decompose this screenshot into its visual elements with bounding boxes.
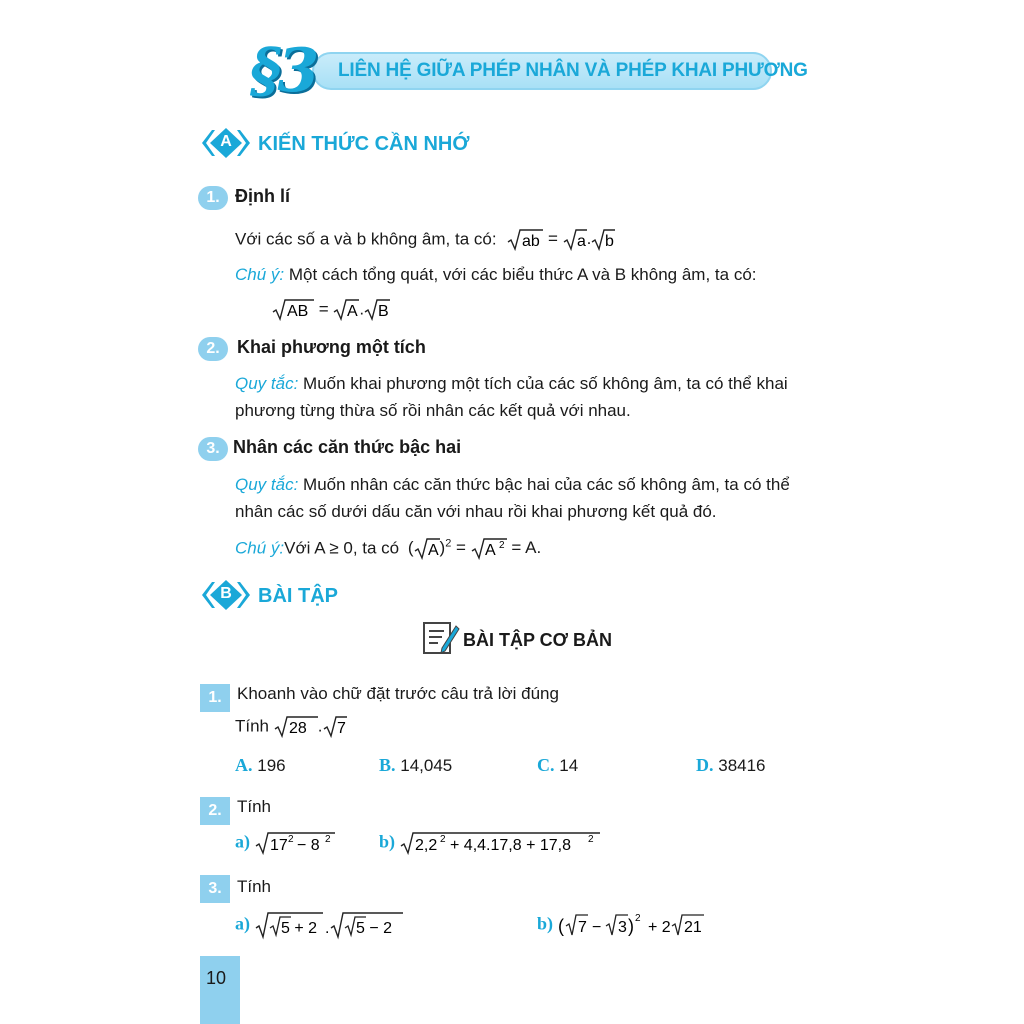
note-formula: AB = A . B xyxy=(272,298,390,322)
edit-note-icon xyxy=(422,620,460,656)
part-b-title: BÀI TẬP xyxy=(258,585,338,607)
svg-text:+ 4,4.17,8 + 17,8: + 4,4.17,8 + 17,8 xyxy=(449,837,571,854)
section-mark: §3 xyxy=(250,36,316,106)
rule-2-note-label: Chú ý: xyxy=(235,538,285,558)
svg-text:2: 2 xyxy=(634,913,641,924)
svg-text:2: 2 xyxy=(324,834,331,845)
theorem-line xyxy=(235,228,615,252)
svg-text:A: A xyxy=(484,542,496,559)
svg-text:A: A xyxy=(427,542,439,559)
ex-1-calc-label: Tính xyxy=(235,716,270,736)
svg-text:17: 17 xyxy=(269,837,288,854)
svg-text:A: A xyxy=(347,303,359,320)
svg-text:2: 2 xyxy=(587,834,594,845)
part-a-title: KIẾN THỨC CẦN NHỚ xyxy=(258,133,470,155)
svg-text:5 + 2: 5 + 2 xyxy=(280,920,317,937)
svg-text:21: 21 xyxy=(683,919,702,936)
item-1-heading: Định lí xyxy=(235,186,290,206)
rule-1-line-2: phương từng thừa số rồi nhân các kết quả với nhau. xyxy=(235,401,631,420)
svg-text:a: a xyxy=(576,233,586,250)
theorem-formula: ab = a . b xyxy=(507,229,615,248)
svg-text:ab: ab xyxy=(522,233,541,250)
option-b-value: 14,045 xyxy=(400,756,453,775)
page-number: 10 xyxy=(206,968,227,988)
note-text: Một cách tổng quát, với các biểu thức A và B không âm, ta có: xyxy=(288,265,757,284)
ex-3-b xyxy=(537,910,738,940)
ex-3-badge: 3. xyxy=(200,875,230,903)
theorem-note xyxy=(235,265,757,285)
item-3-heading: Nhân các căn thức bậc hai xyxy=(233,437,462,457)
svg-text:2: 2 xyxy=(287,834,294,845)
rule-2-line-2: nhân các số dưới dấu căn với nhau rồi khai phương kết quả đó. xyxy=(235,502,717,521)
section-title: LIÊN HỆ GIỮA PHÉP NHÂN VÀ PHÉP KHAI PHƯƠNG xyxy=(338,60,808,81)
ex-3-prompt: Tính xyxy=(237,877,272,896)
option-d-label: D. xyxy=(696,755,714,775)
ex-3-a xyxy=(235,910,405,940)
svg-text:7: 7 xyxy=(577,919,587,936)
option-a-label: A. xyxy=(235,755,253,775)
svg-text:B: B xyxy=(378,303,389,320)
ex-1-badge: 1. xyxy=(200,684,230,712)
svg-text:.: . xyxy=(324,920,330,937)
ex-1-option-b[interactable] xyxy=(379,755,452,776)
option-c-value: 14 xyxy=(559,756,579,775)
option-a-value: 196 xyxy=(257,756,286,775)
option-d-value: 38416 xyxy=(718,756,766,775)
item-1-badge: 1. xyxy=(198,186,228,210)
svg-text:b: b xyxy=(605,233,615,250)
ex-2-a xyxy=(235,830,335,856)
ex-1-option-d[interactable] xyxy=(696,755,766,776)
option-c-label: C. xyxy=(537,755,555,775)
ex-1-prompt: Khoanh vào chữ đặt trước câu trả lời đúng xyxy=(237,684,559,703)
ex-2-prompt: Tính xyxy=(237,797,272,816)
item-2-heading: Khai phương một tích xyxy=(237,337,426,357)
rule-2-note-text: Với A ≥ 0, ta có xyxy=(284,538,400,558)
badge-b-letter: B xyxy=(220,585,232,602)
svg-text:2,2: 2,2 xyxy=(414,837,437,854)
svg-text:5 − 2: 5 − 2 xyxy=(355,920,392,937)
badge-a-letter: A xyxy=(220,133,232,150)
section-banner xyxy=(250,36,808,106)
svg-text:−: − xyxy=(591,919,602,936)
item-3-badge: 3. xyxy=(198,437,228,461)
svg-text:7: 7 xyxy=(336,720,346,737)
rule-2-text-1: Muốn nhân các căn thức bậc hai của các số không âm, ta có thể xyxy=(303,475,790,494)
item-2-badge: 2. xyxy=(198,337,228,361)
ex-3-a-label: a) xyxy=(235,913,250,934)
ex-1-calc: Tính 28 . 7 xyxy=(235,716,346,737)
option-b-label: B. xyxy=(379,755,396,775)
ex-1-option-a[interactable] xyxy=(235,755,286,776)
ex-2-badge: 2. xyxy=(200,797,230,825)
ex-2-b-label: b) xyxy=(379,831,396,852)
rule-1-line-1 xyxy=(235,374,788,394)
ex-1-option-c[interactable] xyxy=(537,755,578,776)
svg-text:AB: AB xyxy=(287,303,309,320)
theorem-text: Với các số a và b không âm, ta có: xyxy=(235,229,497,249)
svg-text:2: 2 xyxy=(498,540,505,551)
rule-2-note xyxy=(235,537,541,561)
svg-text:+ 2: + 2 xyxy=(647,919,671,936)
svg-text:28: 28 xyxy=(288,720,307,737)
ex-3-b-label: b) xyxy=(537,913,554,934)
svg-text:3: 3 xyxy=(617,919,627,936)
note-label: Chú ý: xyxy=(235,265,285,284)
rule-2-label: Quy tắc: xyxy=(235,475,299,494)
ex-2-a-label: a) xyxy=(235,831,250,852)
rule-1-text-1: Muốn khai phương một tích của các số không âm, ta có thể khai xyxy=(303,374,788,393)
basic-exercises-title: BÀI TẬP CƠ BẢN xyxy=(463,630,613,650)
rule-1-label: Quy tắc: xyxy=(235,374,299,393)
rule-2-line-1 xyxy=(235,475,790,495)
svg-text:− 8: − 8 xyxy=(296,837,320,854)
svg-text:(: ( xyxy=(557,916,564,936)
rule-2-note-formula: ( A )$^2$ = A 2 = A. xyxy=(407,537,542,559)
svg-text:2: 2 xyxy=(439,834,446,845)
ex-2-b xyxy=(379,830,600,856)
svg-text:): ) xyxy=(627,916,634,936)
page-number-tab xyxy=(200,956,240,1024)
